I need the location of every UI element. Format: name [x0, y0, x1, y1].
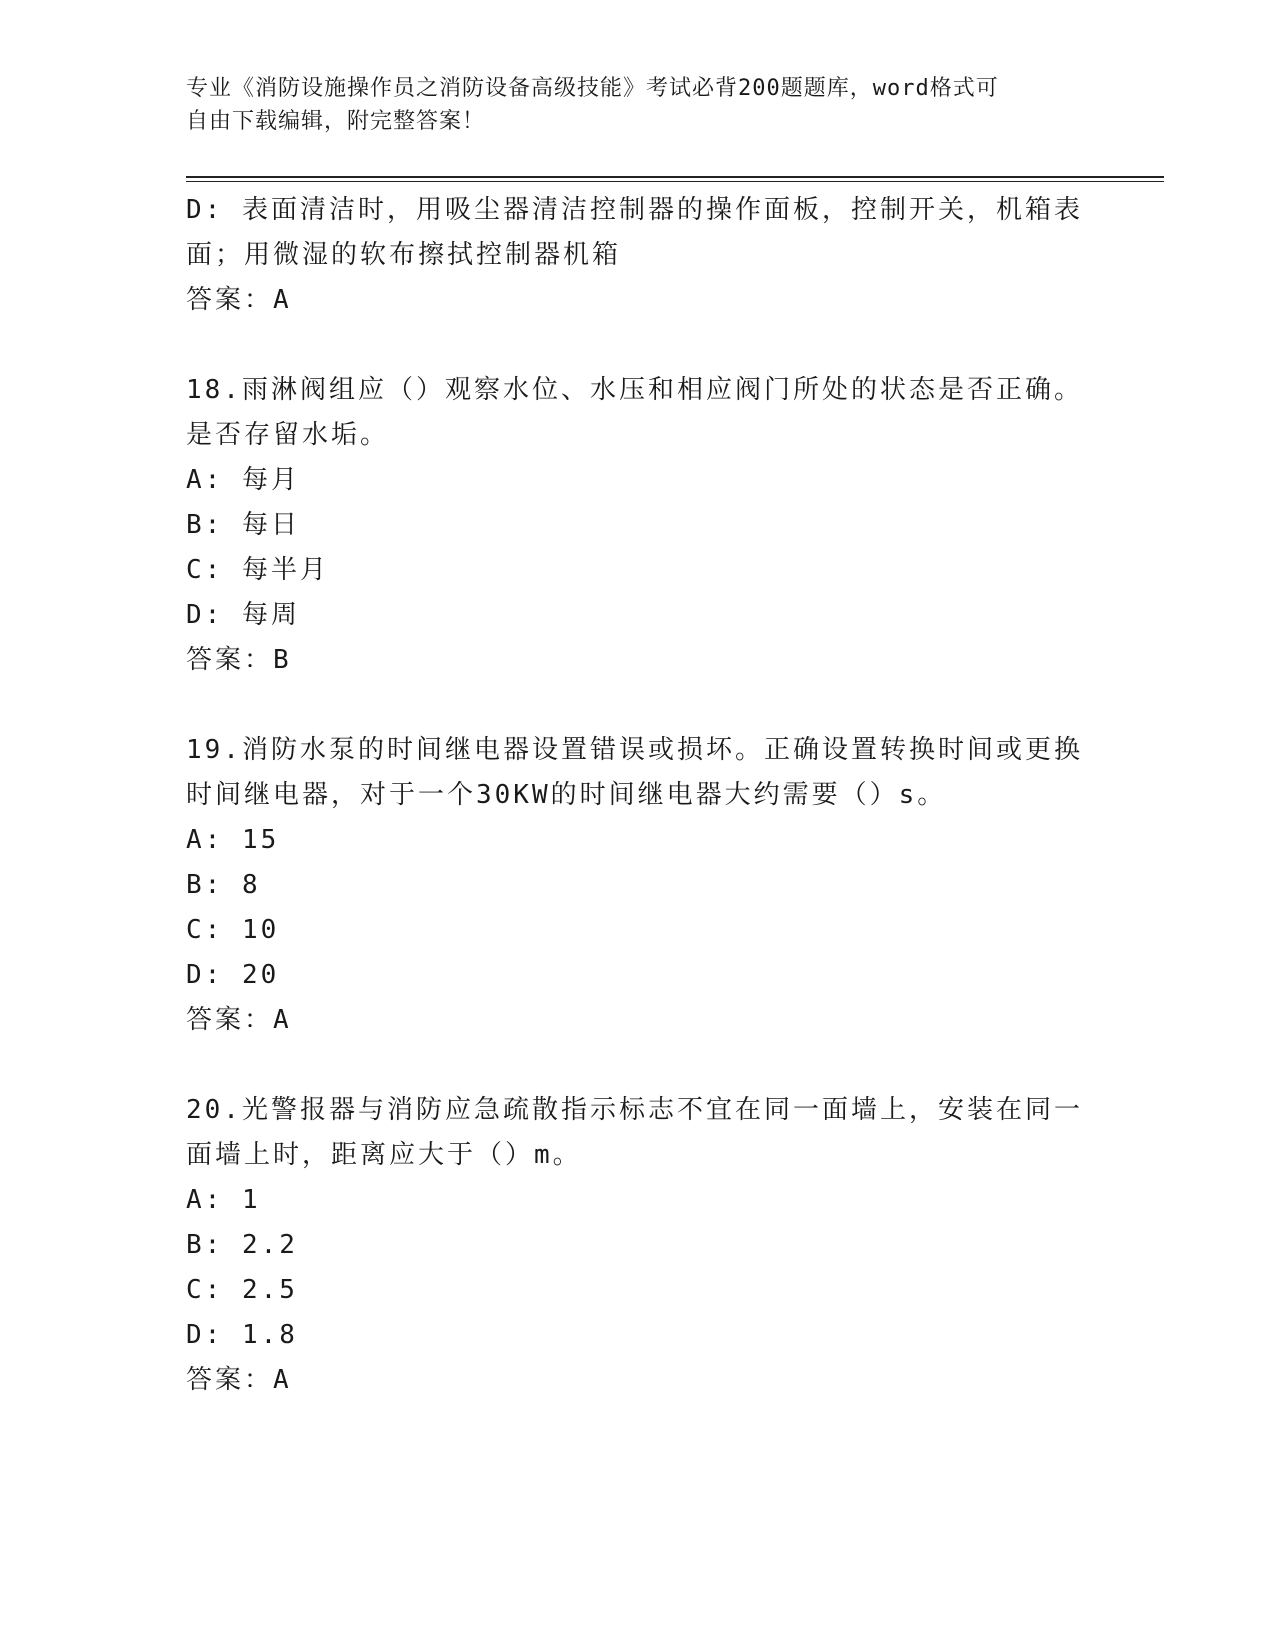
answer-line: 答案：A — [186, 1365, 292, 1395]
option-a: A: 1 — [186, 1185, 261, 1215]
question-18 — [186, 368, 1086, 683]
question-19 — [186, 728, 1086, 1043]
option-c: C: 10 — [186, 915, 280, 945]
option-a: A: 15 — [186, 825, 280, 855]
header-rule-thin — [186, 181, 1164, 182]
option-a: A: 每月 — [186, 465, 300, 495]
option-d-line-1: D: 表面清洁时，用吸尘器清洁控制器的操作面板，控制开关，机箱表 — [186, 195, 1083, 225]
question-20 — [186, 1088, 1086, 1403]
option-d: D: 20 — [186, 960, 280, 990]
header-line-1: 专业《消防设施操作员之消防设备高级技能》考试必背200题题库，word格式可 — [186, 76, 999, 101]
option-b: B: 2.2 — [186, 1230, 298, 1260]
option-d-line-2: 面；用微湿的软布擦拭控制器机箱 — [186, 240, 622, 270]
answer-line: 答案：A — [186, 285, 292, 315]
option-c: C: 2.5 — [186, 1275, 298, 1305]
document-header — [186, 72, 1086, 138]
header-rule-thick — [186, 176, 1164, 178]
answer-line: 答案：B — [186, 645, 292, 675]
question-stem-line-2: 面墙上时，距离应大于（）m。 — [186, 1140, 582, 1170]
question-stem-line-2: 是否存留水垢。 — [186, 420, 390, 450]
continued-question — [186, 188, 1086, 323]
option-d: D: 1.8 — [186, 1320, 298, 1350]
answer-line: 答案：A — [186, 1005, 292, 1035]
option-c: C: 每半月 — [186, 555, 329, 585]
document-body — [186, 188, 1086, 1403]
option-d: D: 每周 — [186, 600, 300, 630]
option-b: B: 每日 — [186, 510, 300, 540]
header-line-2: 自由下载编辑，附完整答案！ — [186, 109, 486, 134]
question-stem-line-1: 19.消防水泵的时间继电器设置错误或损坏。正确设置转换时间或更换 — [186, 735, 1083, 765]
question-stem-line-2: 时间继电器，对于一个30KW的时间继电器大约需要（）s。 — [186, 780, 947, 810]
question-stem-line-1: 20.光警报器与消防应急疏散指示标志不宜在同一面墙上，安装在同一 — [186, 1095, 1083, 1125]
question-stem-line-1: 18.雨淋阀组应（）观察水位、水压和相应阀门所处的状态是否正确。 — [186, 375, 1083, 405]
option-b: B: 8 — [186, 870, 261, 900]
